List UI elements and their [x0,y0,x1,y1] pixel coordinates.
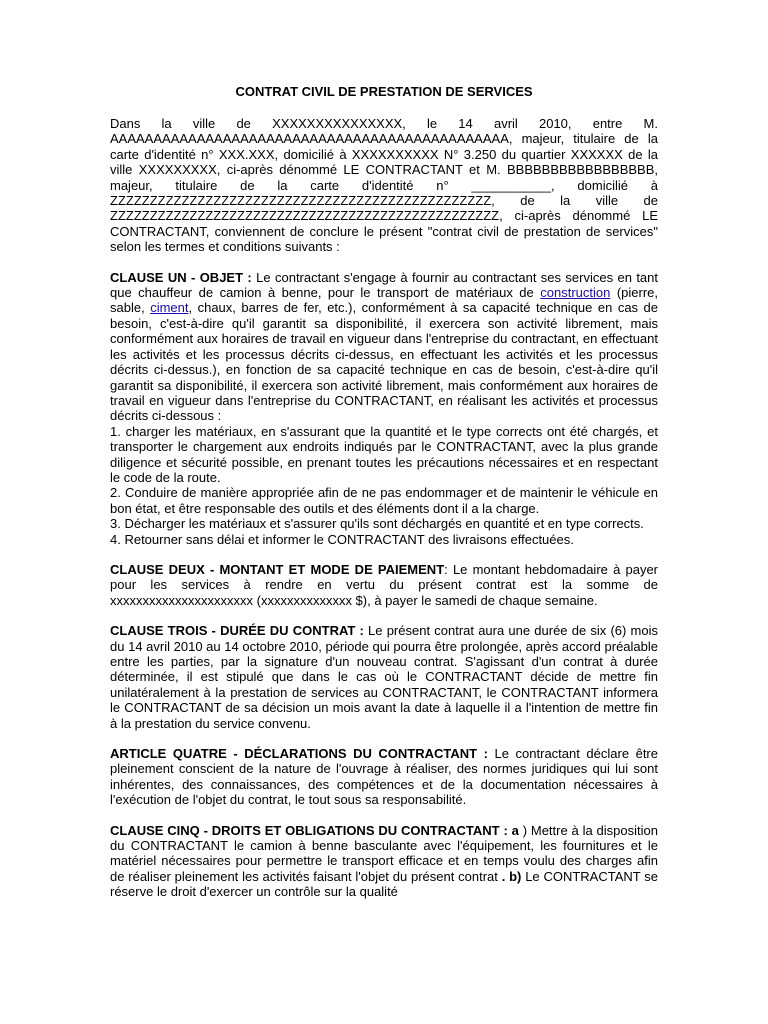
clause-four [110,746,658,808]
intro-paragraph: Dans la ville de XXXXXXXXXXXXXXX, le 14 avril 2010, entre M. AAAAAAAAAAAAAAAAAAAAAAAAAAAAAAAAAAAAAAAAAAAAAA, majeur, titulaire de la carte d'identité n° XXX.XXX, domicilié à XXXXXXXXXX N° 3.250 du quartier XXXXXX de la ville XXXXXXXXX, ci-après dénommé LE CONTRACTANT et M. BBBBBBBBBBBBBBBBB, majeur, titulaire de la carte d'identité n° ___________, domicilié à ZZZZZZZZZZZZZZZZZZZZZZZZZZZZZZZZZZZZZZZZZZZZZZZZ, de la ville de ZZZZZZZZZZZZZZZZZZZZZZZZZZZZZZZZZZZZZZZZZZZZZZZZZ, ci-après dénommé LE CONTRACTANT, conviennent de conclure le présent "contrat civil de prestation de services" selon les termes et conditions suivants : [110,116,658,255]
clause-five-text-b: Le CONTRACTANT se réserve le droit d'exercer un contrôle sur la qualité [110,868,658,900]
construction-link[interactable]: construction [540,285,611,301]
clause-four-text: Le contractant déclare être pleinement conscient de la nature de l'ouvrage à réaliser, des normes juridiques qui lui sont inhérentes, des connaissances, des compétences et de la documentation nécessaires à l'exécution de l'objet du contrat, le tout sous sa responsabilité. [110,746,658,808]
clause-one-text-c: , chaux, barres de fer, etc.), conformément à sa capacité technique en cas de besoin, c'est-à-dire qu'il garantit sa disponibilité, il exercera son activité librement, mais conformément aux horaires de travail en vigueur dans l'entreprise du contractant, en effectuant les activités et les processus décrits ci-dessus, en effectuant les activités et les processus décrits ci-dessus.), en fonction de sa capacité technique en cas de besoin, c'est-à-dire qu'il garantit sa disponibilité, il exercera son activité librement, mais conformément aux horaires de travail en vigueur dans l'entreprise du CONTRACTANT, en réalisant les activités et processus décrits ci-dessous : [110,300,658,424]
clause-two [110,562,658,608]
clause-one-item: 3. Décharger les matériaux et s'assurer qu'ils sont déchargés en quantité et en type corrects. [110,516,644,532]
clause-three [110,623,658,731]
clause-one-item: 4. Retourner sans délai et informer le CONTRACTANT des livraisons effectuées. [110,531,574,547]
document-title: CONTRAT CIVIL DE PRESTATION DE SERVICES [235,84,533,99]
clause-one-text-a: Le contractant s'engage à fournir au contractant ses services en tant que chauffeur de camion à benne, pour le transport de matériaux de [110,269,659,301]
clause-two-text: : Le montant hebdomadaire à payer pour les services à rendre en vertu du présent contrat est la somme de xxxxxxxxxxxxxxxxxxxxxx (xxxxxxxxxxxxxx $), à payer le samedi de chaque semaine. [110,561,659,608]
clause-two-heading: CLAUSE DEUX - MONTANT ET MODE DE PAIEMENT [110,561,445,577]
clause-five-bold-b: . b) [501,868,522,884]
clause-five-heading: CLAUSE CINQ - DROITS ET OBLIGATIONS DU CONTRACTANT : a [110,822,519,838]
clause-four-heading: ARTICLE QUATRE - DÉCLARATIONS DU CONTRACTANT : [110,746,488,762]
clause-three-text: Le présent contrat aura une durée de six (6) mois du 14 avril 2010 au 14 octobre 2010, période qui pourra être prolongée, après accord préalable entre les parties, par la signature d'un nouveau contrat. S'agissant d'un contrat à durée déterminée, il est stipulé que dans le cas où le CONTRACTANT décide de mettre fin unilatéralement à la prestation de services au CONTRACTANT, le CONTRACTANT informera le CONTRACTANT de sa décision un mois avant la date à laquelle il a l'intention de mettre fin à la prestation du service convenu. [110,623,658,731]
clause-one-item: 1. charger les matériaux, en s'assurant que la quantité et le type corrects ont été chargés, et transporter le chargement aux endroits indiqués par le CONTRACTANT, avec la plus grande diligence et sécurité possible, en prenant toutes les précautions nécessaires et en respectant le code de la route. [110,423,658,485]
clause-five-text-a: ) Mettre à la disposition du CONTRACTANT le camion à benne basculante avec l'équipement, les fournitures et le matériel nécessaires pour permettre le transport efficace et en temps voulu des charges afin de réaliser pleinement les activités faisant l'objet du présent contrat [110,822,658,884]
document-body [110,116,658,900]
clause-one-text-b: (pierre, sable, [110,285,659,316]
ciment-link[interactable]: ciment [150,300,189,316]
clause-one [110,270,658,424]
clause-one-item: 2. Conduire de manière appropriée afin de ne pas endommager et de maintenir le véhicule en bon état, et être responsable des outils et des éléments dont il a la charge. [110,485,658,516]
clause-one-heading: CLAUSE UN - OBJET : [110,269,252,285]
clause-three-heading: CLAUSE TROIS - DURÉE DU CONTRAT : [110,623,364,639]
clause-five [110,823,658,900]
